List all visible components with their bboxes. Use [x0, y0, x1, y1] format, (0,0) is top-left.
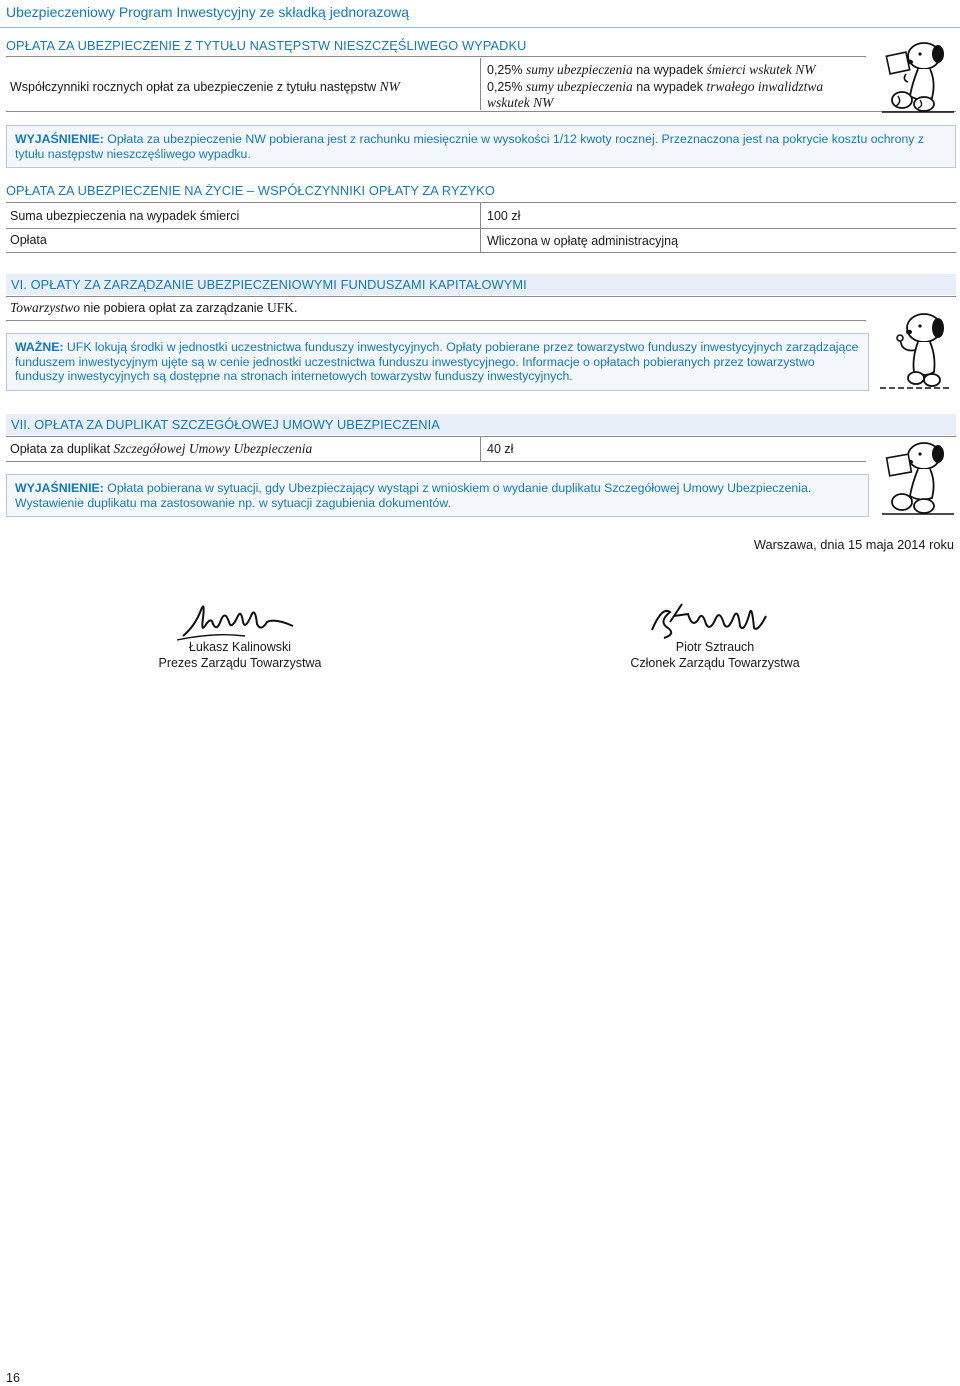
section-life-rule [6, 202, 956, 203]
life-column-divider [480, 203, 481, 252]
signatory-name: Łukasz Kalinowski [188, 640, 292, 654]
signature-icon [648, 598, 773, 644]
explanation-text: Opłata za ubezpieczenie NW pobierana jest z rachunku miesięcznie w wysokości 1/12 kwoty rocznej. Przeznaczona jest na pokrycie kosztu ochrony z tytułu następstw nieszczęśliwego wypadku. [15, 132, 925, 161]
section-vi-rule [6, 296, 956, 297]
document-title: Ubezpieczeniowy Program Inwestycyjny ze składką jednorazową [6, 4, 410, 20]
snoopy-reading-icon [880, 436, 956, 516]
section-nw-title: OPŁATA ZA UBEZPIECZENIE Z TYTUŁU NASTĘPSTW NIESZCZĘŚLIWEGO WYPADKU [6, 38, 527, 53]
vi-statement: Towarzystwo nie pobiera opłat za zarządzanie UFK. [10, 300, 298, 315]
life-row-value: 100 zł [487, 209, 521, 223]
life-row-divider [6, 228, 956, 229]
explanation-label: WYJAŚNIENIE: [15, 132, 104, 146]
nw-value-disability: 0,25% sumy ubezpieczenia na wypadek trwałego inwalidztwa wskutek NW [487, 79, 824, 110]
snoopy-reading-icon [880, 36, 956, 114]
signatory-block [615, 640, 815, 671]
vii-explanation-box [6, 474, 869, 517]
nw-coefficients-values [487, 62, 862, 111]
vi-important-box [6, 333, 869, 391]
signatory-role: Prezes Zarządu Towarzystwa [158, 655, 322, 670]
important-label: WAŻNE: [15, 340, 64, 354]
nw-explanation-box [6, 125, 956, 168]
explanation-label: WYJAŚNIENIE: [15, 481, 104, 495]
section-nw-rule [6, 56, 866, 57]
snoopy-pointing-icon [876, 306, 956, 392]
vii-column-divider [480, 437, 481, 461]
vii-row-label: Opłata za duplikat Szczegółowej Umowy Ubezpieczenia [10, 441, 313, 456]
signatory-block [140, 640, 340, 671]
vii-row-value: 40 zł [487, 442, 514, 456]
section-vi-bottom-rule [6, 320, 866, 321]
nw-coefficients-label [10, 79, 470, 95]
life-row-label: Opłata [10, 233, 47, 247]
section-vii-bottom-rule [6, 461, 866, 462]
page-number: 16 [6, 1371, 20, 1385]
explanation-text: Opłata pobierana w sytuacji, gdy Ubezpieczający wystąpi z wnioskiem o wydanie duplikatu Szczegółowej Umowy Ubezpieczenia. Wystawienie duplikatu ma zastosowanie np. w sytuacji zagubienia dokumentów. [15, 481, 812, 510]
life-row-label: Suma ubezpieczenia na wypadek śmierci [10, 209, 240, 223]
nw-label-term: NW [379, 79, 400, 94]
date-line: Warszawa, dnia 15 maja 2014 roku [753, 537, 954, 552]
signatory-role: Członek Zarządu Towarzystwa [630, 655, 800, 670]
section-vii-title: VII. OPŁATA ZA DUPLIKAT SZCZEGÓŁOWEJ UMOWY UBEZPIECZENIA [6, 414, 956, 435]
section-vi-title: VI. OPŁATY ZA ZARZĄDZANIE UBEZPIECZENIOWYMI FUNDUSZAMI KAPITAŁOWYMI [6, 274, 956, 295]
signature-icon [175, 596, 300, 646]
section-life-title: OPŁATA ZA UBEZPIECZENIE NA ŻYCIE – WSPÓŁCZYNNIKI OPŁATY ZA RYZYKO [6, 183, 495, 198]
section-vii-rule [6, 436, 956, 437]
life-row-value: Wliczona w opłatę administracyjną [487, 234, 679, 248]
nw-label-text: Współczynniki rocznych opłat za ubezpieczenie z tytułu następstw [10, 80, 377, 94]
nw-value-death: 0,25% sumy ubezpieczenia na wypadek śmierci wskutek NW [487, 62, 816, 77]
section-nw-bottom-rule [6, 111, 956, 112]
signatory-name: Piotr Sztrauch [675, 640, 755, 654]
important-text: UFK lokują środki w jednostki uczestnictwa funduszy inwestycyjnych. Opłaty pobierane przez towarzystwo funduszy inwestycyjnych zarządzające funduszem inwestycyjnym ujęte są w cenie jednostki uczestnictwa funduszu inwestycyjnego. Informacje o opłatach pobieranych przez towarzystwo funduszy inwestycyjnych są dostępne na stronach internetowych towarzystw funduszy inwestycyjnych. [15, 340, 859, 383]
header-divider [0, 27, 960, 28]
life-row-divider [6, 252, 956, 253]
nw-column-divider [480, 58, 481, 110]
